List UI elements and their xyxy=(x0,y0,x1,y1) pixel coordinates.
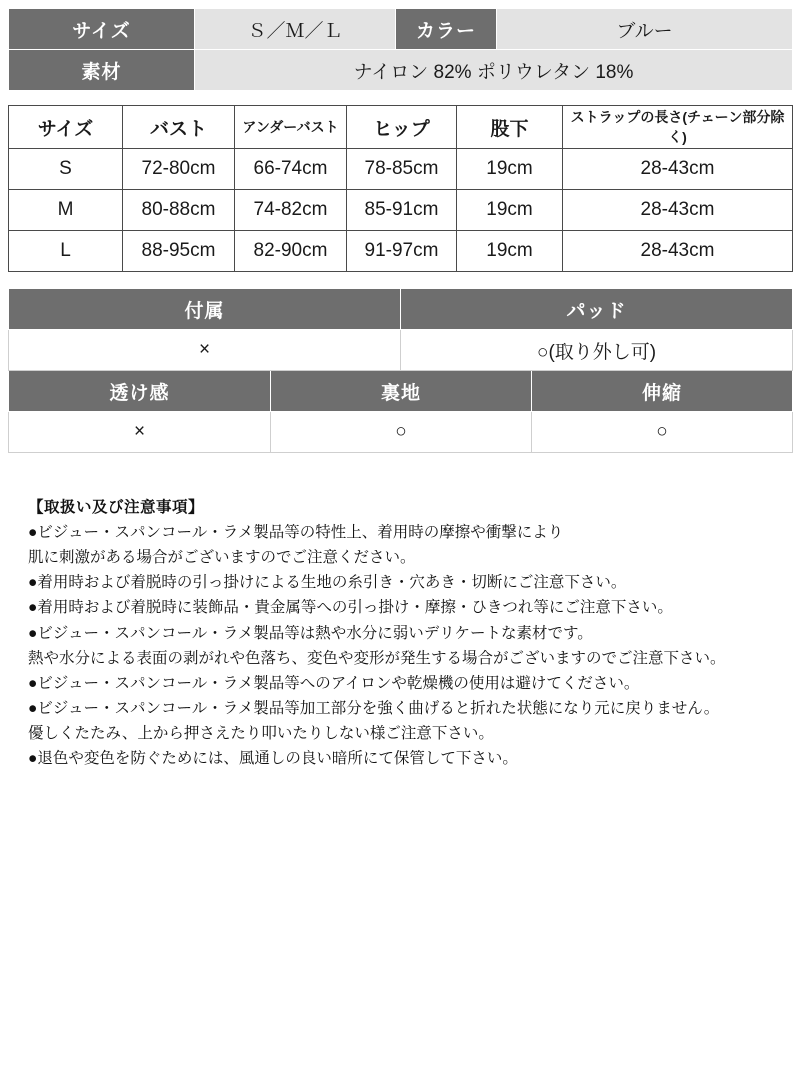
care-note-line: ●ビジュー・スパンコール・ラメ製品等の特性上、着用時の摩擦や衝撃により xyxy=(28,524,564,542)
option-header-pad: パッド xyxy=(401,289,793,330)
size-cell: 91-97cm xyxy=(347,231,457,272)
care-note-line: 肌に刺激がある場合がございますのでご注意ください。 xyxy=(28,549,416,567)
size-cell: 28-43cm xyxy=(563,149,793,190)
care-note-line: 熱や水分による表面の剥がれや色落ち、変色や変形が発生する場合がございますのでご注意下さい。 xyxy=(28,649,726,667)
size-col-header-hip: ヒップ xyxy=(347,106,457,149)
option-header-accessory: 付属 xyxy=(9,289,401,330)
size-col-header-bust: バスト xyxy=(123,106,235,149)
table-row xyxy=(9,149,793,190)
size-cell: S xyxy=(9,149,123,190)
care-note-line: ●ビジュー・スパンコール・ラメ製品等は熱や水分に弱いデリケートな素材です。 xyxy=(28,624,593,642)
table-row xyxy=(9,330,793,371)
option-value-stretch: ○ xyxy=(532,412,793,453)
care-note-line: ●ビジュー・スパンコール・ラメ製品等へのアイロンや乾燥機の使用は避けてください。 xyxy=(28,674,640,692)
table-row xyxy=(9,190,793,231)
option-value-pad: ○(取り外し可) xyxy=(401,330,793,371)
option-value-sheer: × xyxy=(9,412,271,453)
size-cell: 28-43cm xyxy=(563,231,793,272)
care-note-line: 優しくたたみ、上から押さえたり叩いたりしない様ご注意下さい。 xyxy=(28,724,494,742)
care-note-line: ●着用時および着脱時に装飾品・貴金属等への引っ掛け・摩擦・ひきつれ等にご注意下さい。 xyxy=(28,599,673,617)
size-col-header-size: サイズ xyxy=(9,106,123,149)
size-cell: 19cm xyxy=(457,190,563,231)
size-cell: 66-74cm xyxy=(235,149,347,190)
size-cell: 74-82cm xyxy=(235,190,347,231)
option-header-sheer: 透け感 xyxy=(9,371,271,412)
table-header-row xyxy=(9,106,793,149)
size-cell: L xyxy=(9,231,123,272)
size-cell: 28-43cm xyxy=(563,190,793,231)
size-col-header-inseam: 股下 xyxy=(457,106,563,149)
spec-table xyxy=(8,8,793,91)
table-row xyxy=(9,371,793,412)
spec-value-color: ブルー xyxy=(497,9,793,50)
option-value-accessory: × xyxy=(9,330,401,371)
care-notes xyxy=(8,495,792,771)
size-cell: 80-88cm xyxy=(123,190,235,231)
spec-value-material: ナイロン 82% ポリウレタン 18% xyxy=(195,50,793,91)
options-table xyxy=(8,288,793,453)
option-header-stretch: 伸縮 xyxy=(532,371,793,412)
table-row xyxy=(9,9,793,50)
size-col-header-strap: ストラップの長さ(チェーン部分除く) xyxy=(563,106,793,149)
care-note-line: ●着用時および着脱時の引っ掛けによる生地の糸引き・穴あき・切断にご注意下さい。 xyxy=(28,574,627,592)
size-chart-table xyxy=(8,105,793,272)
size-cell: 85-91cm xyxy=(347,190,457,231)
size-cell: 19cm xyxy=(457,149,563,190)
table-row xyxy=(9,412,793,453)
table-row xyxy=(9,289,793,330)
care-note-line: ●ビジュー・スパンコール・ラメ製品等加工部分を強く曲げると折れた状態になり元に戻りません。 xyxy=(28,699,720,717)
option-value-lining: ○ xyxy=(271,412,532,453)
size-cell: 72-80cm xyxy=(123,149,235,190)
size-col-header-underbust: アンダーバスト xyxy=(235,106,347,149)
size-cell: 82-90cm xyxy=(235,231,347,272)
size-cell: 78-85cm xyxy=(347,149,457,190)
option-header-lining: 裏地 xyxy=(271,371,532,412)
spec-label-material: 素材 xyxy=(9,50,195,91)
size-cell: 88-95cm xyxy=(123,231,235,272)
spec-value-size: Ｓ／Ｍ／Ｌ xyxy=(195,9,396,50)
size-cell: M xyxy=(9,190,123,231)
spec-label-color: カラー xyxy=(396,9,497,50)
table-row xyxy=(9,50,793,91)
table-row xyxy=(9,231,793,272)
size-cell: 19cm xyxy=(457,231,563,272)
care-notes-title: 【取扱い及び注意事項】 xyxy=(28,499,205,516)
care-note-line: ●退色や変色を防ぐためには、風通しの良い暗所にて保管して下さい。 xyxy=(28,750,518,768)
spec-label-size: サイズ xyxy=(9,9,195,50)
